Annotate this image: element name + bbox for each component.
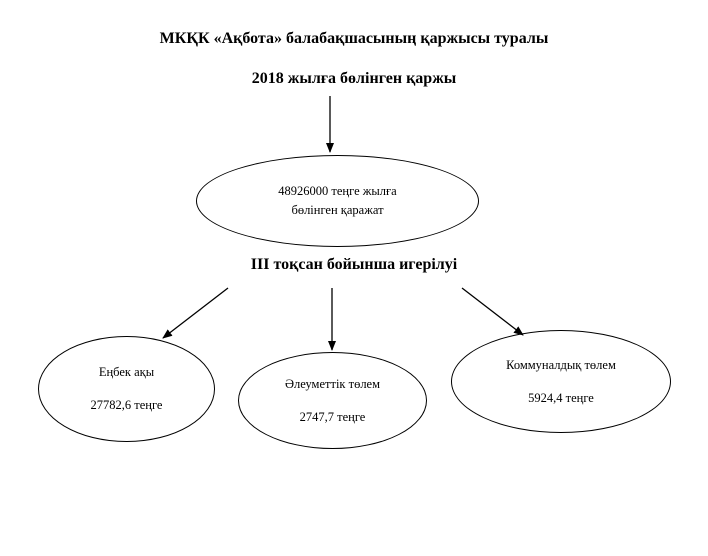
node-salary-value: 27782,6 теңге <box>90 398 163 412</box>
node-total-line2: бөлінген қаражат <box>291 203 384 217</box>
node-utility-payment <box>451 330 671 433</box>
node-utility-label: Коммуналдық төлем <box>506 357 616 372</box>
page-title: МКҚК «Ақбота» балабақшасының қаржысы туралы <box>159 30 549 47</box>
arrow-to-utility <box>462 288 523 335</box>
node-total-budget <box>196 155 479 247</box>
node-social-value: 2747,7 теңге <box>299 409 366 424</box>
node-utility-value: 5924,4 теңге <box>528 390 594 405</box>
subtitle: 2018 жылға бөлінген қаржы <box>251 70 457 87</box>
node-social-payment <box>238 352 427 449</box>
node-salary-label: Еңбек ақы <box>98 365 155 380</box>
node-social-label: Әлеуметтік төлем <box>284 376 381 391</box>
arrow-to-salary <box>163 288 228 338</box>
node-salary <box>38 336 215 442</box>
section-title: III тоқсан бойынша игерілуі <box>250 256 458 273</box>
node-total-line1: 48926000 теңге жылға <box>278 184 397 199</box>
